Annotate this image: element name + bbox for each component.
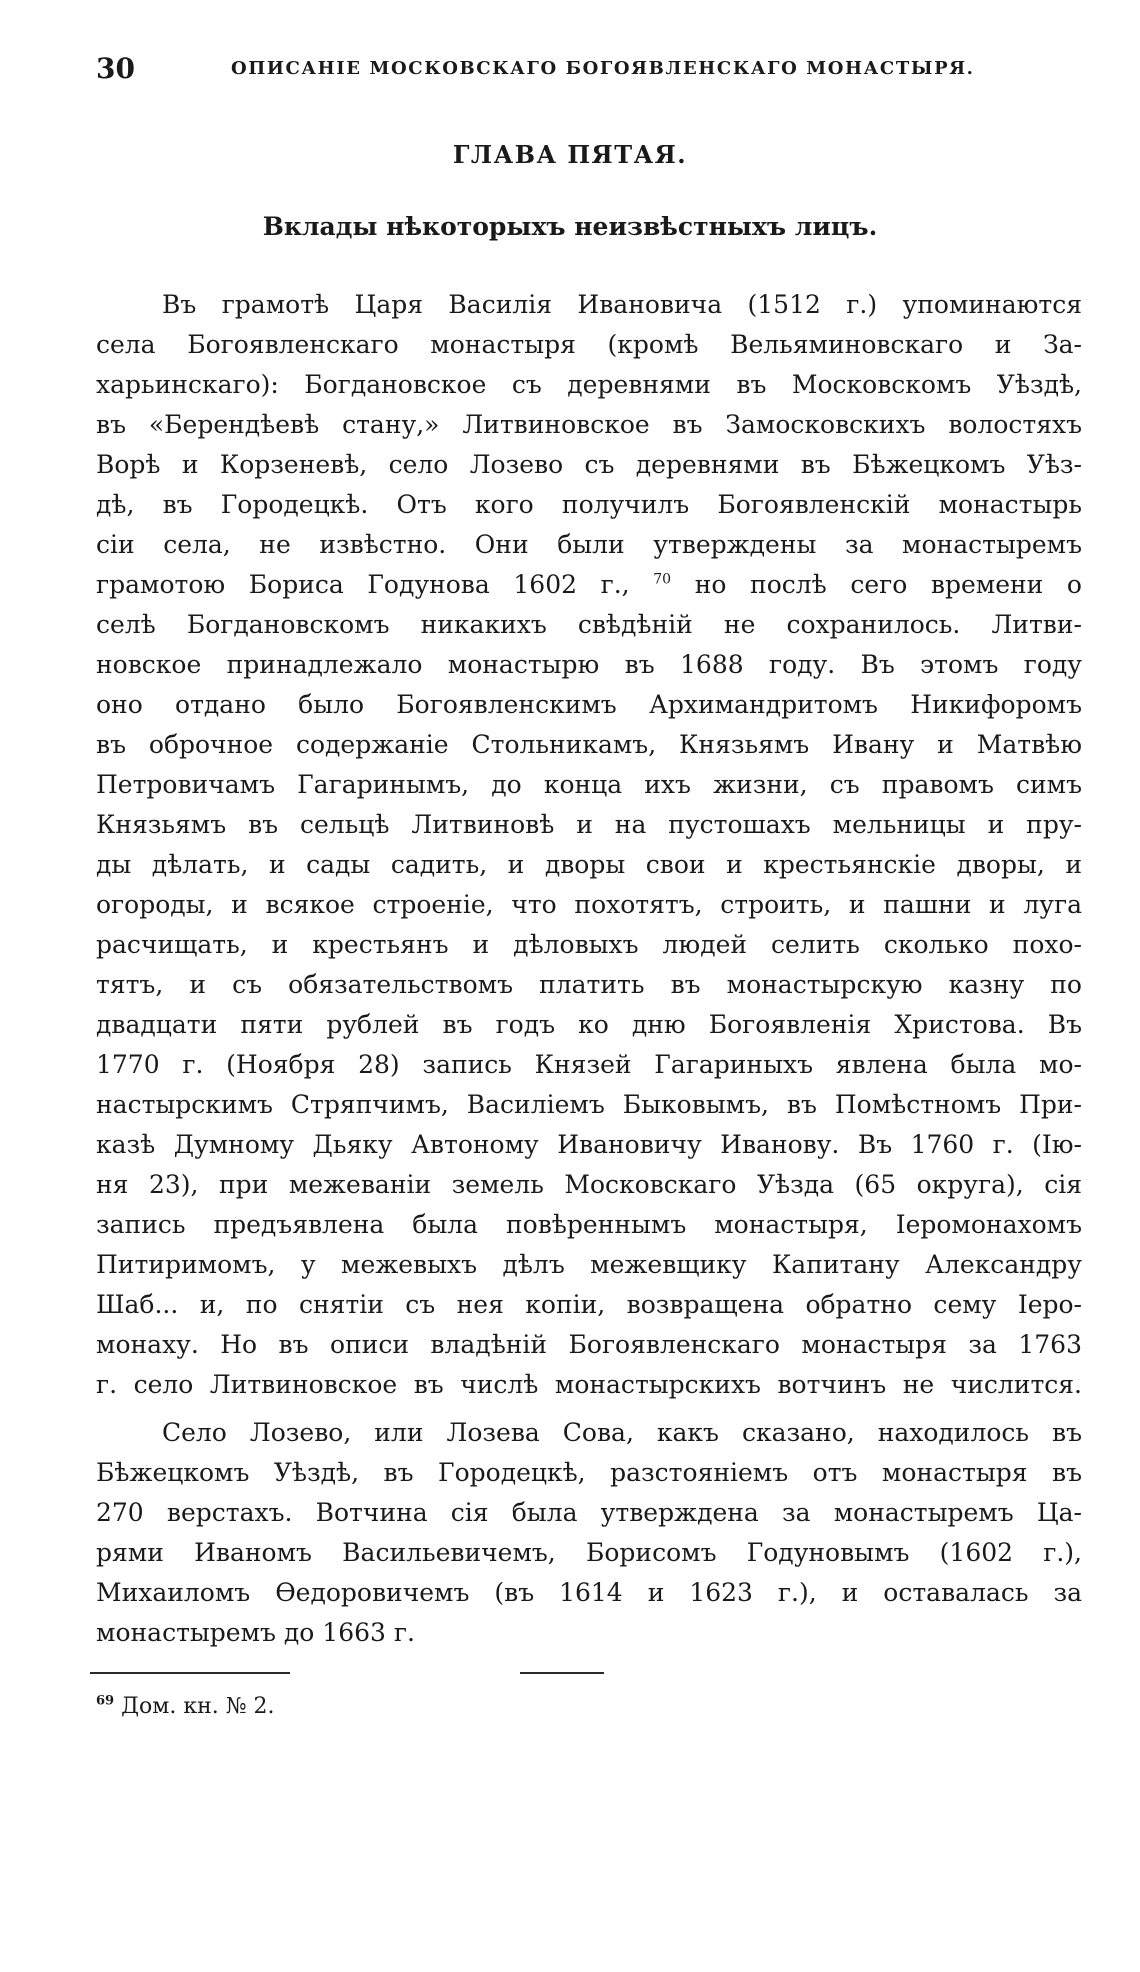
page-number: 30 xyxy=(96,52,135,85)
paragraph-2 xyxy=(96,1413,1082,1653)
text-line: въ оброчное содержаніе Стольникамъ, Князьямъ Ивану и Матвѣю xyxy=(96,730,1082,759)
text-line: огороды, и всякое строеніе, что похотятъ, строить, и пашни и луга xyxy=(96,890,1082,919)
text-line: Бѣжецкомъ Уѣздѣ, въ Городецкѣ, разстояніемъ отъ монастыря въ xyxy=(96,1458,1082,1487)
text-line: Шаб... и, по снятіи съ нея копіи, возвращена обратно сему Іеро- xyxy=(96,1290,1082,1319)
text-segment: но послѣ сего времени о xyxy=(671,570,1082,599)
text-line: сіи села, не извѣстно. Они были утверждены за монастыремъ xyxy=(96,530,1082,559)
text-line: ды дѣлать, и сады садить, и дворы свои и крестьянскіе дворы, и xyxy=(96,850,1082,879)
footnote-marker: 69 xyxy=(96,1693,115,1709)
text-line: въ «Берендѣевѣ стану,» Литвиновское въ Замосковскихъ волостяхъ xyxy=(96,410,1082,439)
footnote-divider-short xyxy=(520,1672,604,1674)
text-line: ня 23), при межеваніи земель Московскаго Уѣзда (65 округа), сія xyxy=(96,1170,1082,1199)
text-line: рями Иваномъ Васильевичемъ, Борисомъ Годуновымъ (1602 г.), xyxy=(96,1538,1082,1567)
running-header xyxy=(96,52,1086,92)
text-line: харьинскаго): Богдановское съ деревнями въ Московскомъ Уѣздѣ, xyxy=(96,370,1082,399)
text-line-with-footnote xyxy=(96,565,1082,605)
text-line: новское принадлежало монастырю въ 1688 году. Въ этомъ году xyxy=(96,650,1082,679)
footnote-reference: 70 xyxy=(653,571,672,588)
chapter-heading: ГЛАВА ПЯТАЯ. xyxy=(452,140,688,169)
text-line: двадцати пяти рублей въ годъ ко дню Богоявленія Христова. Въ xyxy=(96,1010,1082,1039)
footnote xyxy=(96,1690,275,1724)
text-line: казѣ Думному Дьяку Автоному Ивановичу Иванову. Въ 1760 г. (Ію- xyxy=(96,1130,1082,1159)
running-title: ОПИСАНІЕ МОСКОВСКАГО БОГОЯВЛЕНСКАГО МОНАСТЫРЯ. xyxy=(231,58,975,79)
text-line: Михаиломъ Ѳедоровичемъ (въ 1614 и 1623 г.), и оставалась за xyxy=(96,1578,1082,1607)
chapter-subtitle: Вклады нѣкоторыхъ неизвѣстныхъ лицъ. xyxy=(262,212,878,241)
text-line: запись предъявлена была повѣреннымъ монастыря, Іеромонахомъ xyxy=(96,1210,1082,1239)
text-line: Село Лозево, или Лозева Сова, какъ сказано, находилось въ xyxy=(162,1418,1082,1447)
footnote-text: Дом. кн. № 2. xyxy=(114,1694,275,1719)
text-line: Въ грамотѣ Царя Василія Ивановича (1512 г.) упоминаются xyxy=(162,290,1082,319)
text-line: села Богоявленскаго монастыря (кромѣ Вельяминовскаго и За- xyxy=(96,330,1082,359)
text-line: тятъ, и съ обязательствомъ платить въ монастырскую казну по xyxy=(96,970,1082,999)
text-line: 270 верстахъ. Вотчина сія была утверждена за монастыремъ Ца- xyxy=(96,1498,1082,1527)
text-line: Ворѣ и Корзеневѣ, село Лозево съ деревнями въ Бѣжецкомъ Уѣз- xyxy=(96,450,1082,479)
text-line: монаху. Но въ описи владѣній Богоявленскаго монастыря за 1763 xyxy=(96,1330,1082,1359)
text-line: Питиримомъ, у межевыхъ дѣлъ межевщику Капитану Александру xyxy=(96,1250,1082,1279)
text-line: оно отдано было Богоявленскимъ Архимандритомъ Никифоромъ xyxy=(96,690,1082,719)
footnote-divider xyxy=(90,1672,290,1674)
text-line: настырскимъ Стряпчимъ, Василіемъ Быковымъ, въ Помѣстномъ При- xyxy=(96,1090,1082,1119)
text-line: Петровичамъ Гагаринымъ, до конца ихъ жизни, съ правомъ симъ xyxy=(96,770,1082,799)
text-line: селѣ Богдановскомъ никакихъ свѣдѣній не сохранилось. Литви- xyxy=(96,610,1082,639)
text-segment: грамотою Бориса Годунова 1602 г., xyxy=(96,570,654,599)
text-line: 1770 г. (Ноября 28) запись Князей Гагариныхъ явлена была мо- xyxy=(96,1050,1082,1079)
text-line: расчищать, и крестьянъ и дѣловыхъ людей селить сколько похо- xyxy=(96,930,1082,959)
text-line: монастыремъ до 1663 г. xyxy=(96,1618,415,1647)
text-line: дѣ, въ Городецкѣ. Отъ кого получилъ Богоявленскій монастырь xyxy=(96,490,1082,519)
text-line: г. село Литвиновское въ числѣ монастырскихъ вотчинъ не числится. xyxy=(96,1370,1082,1399)
paragraph-1 xyxy=(96,285,1082,1405)
text-line: Князьямъ въ сельцѣ Литвиновѣ и на пустошахъ мельницы и пру- xyxy=(96,810,1082,839)
